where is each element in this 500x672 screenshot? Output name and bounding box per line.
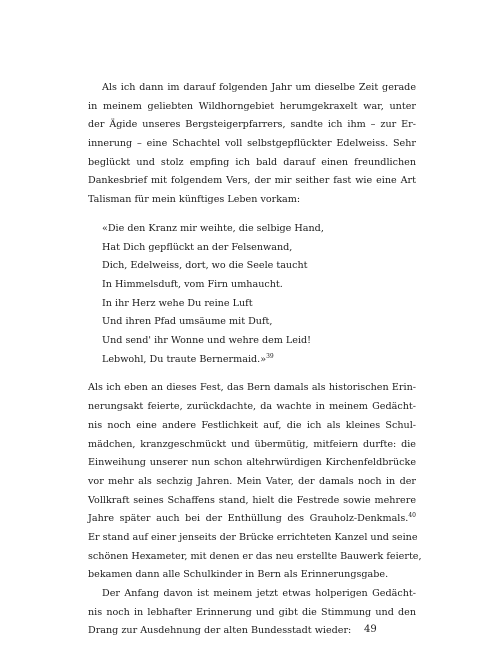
poem-verse: Dich, Edelweiss, dort, wo die Seele taucht bbox=[102, 260, 308, 272]
text-line: schönen Hexameter, mit denen er das neu erstellte Bauwerk feierte, bbox=[88, 550, 422, 562]
text-line: nis noch eine andere Festlichkeit auf, die ich als kleines Schul- bbox=[88, 419, 416, 431]
text-line: nerungsakt feierte, zurückdachte, da wachte in meinem Gedächt- bbox=[88, 401, 416, 413]
paragraph-1 bbox=[88, 79, 416, 210]
footnote-marker: 40 bbox=[408, 512, 416, 520]
text-line: Vollkraft seines Schaffens stand, hielt die Festrede sowie mehrere bbox=[88, 494, 416, 506]
poem-verse-last bbox=[102, 351, 416, 370]
page-body bbox=[88, 79, 422, 641]
paragraph-2 bbox=[88, 379, 422, 585]
page-number: 49 bbox=[364, 624, 377, 635]
text-line: Einweihung unserer nun schon altehrwürdigen Kirchenfeldbrücke bbox=[88, 457, 416, 469]
poem-verse-text: Lebwohl, Du traute Bernermaid.» bbox=[102, 353, 267, 365]
text-line: vor mehr als sechzig Jahren. Mein Vater, der damals noch in der bbox=[88, 475, 416, 487]
text-line: mädchen, kranzgeschmückt und übermütig, mitfeiern durfte: die bbox=[88, 438, 416, 450]
text-line: Dankesbrief mit folgendem Vers, der mir seither fast wie eine Art bbox=[88, 175, 416, 187]
poem bbox=[102, 220, 416, 370]
text-line: Als ich eben an dieses Fest, das Bern damals als historischen Erin- bbox=[88, 382, 416, 394]
footnote-marker: 39 bbox=[266, 352, 274, 360]
text-line: Drang zur Ausdehnung der alten Bundesstadt wieder: bbox=[88, 625, 352, 637]
text-line: nis noch in lebhafter Erinnerung und gibt die Stimmung und den bbox=[88, 606, 416, 618]
poem-verse: In ihr Herz wehe Du reine Luft bbox=[102, 297, 253, 309]
text-line: innerung – eine Schachtel voll selbstgepflückter Edelweiss. Sehr bbox=[88, 138, 416, 150]
text-line: in meinem geliebten Wildhorngebiet herumgekraxelt war, unter bbox=[88, 100, 416, 112]
poem-verse: In Himmelsduft, vom Firn umhaucht. bbox=[102, 278, 283, 290]
poem-verse: Hat Dich gepflückt an der Felsenwand, bbox=[102, 241, 293, 253]
text-line: Talisman für mein künftiges Leben vorkam: bbox=[88, 194, 301, 206]
text-line: Als ich dann im darauf folgenden Jahr um dieselbe Zeit gerade bbox=[102, 82, 416, 93]
text-line: Der Anfang davon ist meinem jetzt etwas holperigen Gedächt- bbox=[102, 588, 416, 599]
poem-verse: Und ihren Pfad umsäume mit Duft, bbox=[102, 316, 273, 328]
poem-verse: «Die den Kranz mir weihte, die selbige Hand, bbox=[102, 222, 324, 234]
poem-verse: Und send' ihr Wonne und wehre dem Leid! bbox=[102, 335, 312, 347]
text-line: der Ägide unseres Bergsteigerpfarrers, sandte ich ihm – zur Er- bbox=[88, 119, 416, 131]
text-line: Er stand auf einer jenseits der Brücke errichteten Kanzel und seine bbox=[88, 531, 418, 543]
text-line: beglückt und stolz empfing ich bald darauf einen freundlichen bbox=[88, 156, 416, 168]
text-line-footnoted bbox=[88, 510, 416, 529]
text-line: bekamen dann alle Schulkinder in Bern als Erinnerungsgabe. bbox=[88, 569, 389, 581]
text-line-text: Jahre später auch bei der Enthüllung des Grauholz-Denkmals. bbox=[88, 513, 409, 525]
